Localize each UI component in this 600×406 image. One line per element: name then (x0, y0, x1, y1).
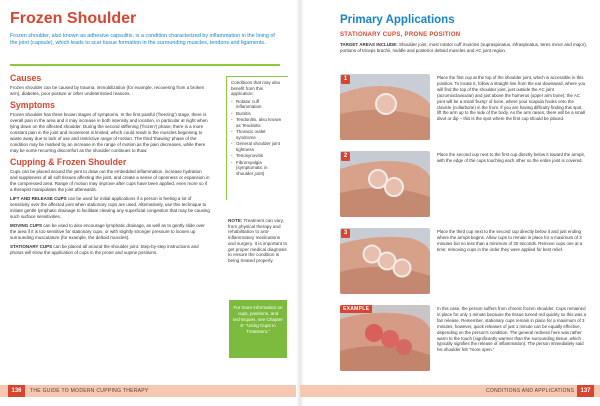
shoulder-redness-photo-icon (340, 305, 430, 371)
list-item: • Rotator cuff inflammation (231, 98, 262, 110)
sidebar-heading: Conditions that may also benefit from this application: (231, 80, 281, 97)
running-footer: THE GUIDE TO MODERN CUPPING THERAPY (30, 388, 149, 394)
step-text: Place the first cup at the top of the shoulder joint, which is accessible in this position. To locate it, follow a straight line from the ear downward, where you will find the top of the shoulder joint, just outside the AC joint (acromioclavicular) and just above the humerus (upper arm bone); the AC joint will be a small 'bump' of bone, where your scapula hooks onto the clavicle (collarbone) in the front. If you are having difficulty finding this spot, lift the arm up to the side of the body. As the arm raises, there will be a small divot or dip – this is the spot where the first cup should be placed. (437, 75, 586, 122)
stationary-cups-text: can be placed all around the shoulder joint. Step-by-step instructions and photos will show the application of cups in the prone and supine positions. (10, 244, 199, 255)
note-label: NOTE: (228, 218, 243, 223)
step-text: Place the third cup next to the second cup directly below it and just ending where the armpit begins. Allow cups to remain in place for a maximum of 3 minutes but no less than a minimum of 30 seconds. Remove cups one at a time; removing cups in the order they were applied for best relief. (437, 229, 583, 252)
step-photo (340, 228, 430, 294)
target-areas (340, 42, 590, 54)
list-item: • Bursitis (231, 110, 251, 116)
page-number: 137 (577, 385, 594, 397)
bullet-icon: • (231, 110, 233, 116)
section-subtitle: STATIONARY CUPS, PRONE POSITION (340, 32, 461, 38)
symptoms-text: Frozen shoulder has three known stages of symptoms. In the first painful ('freezing') stage, there is overall pain in the area and it may increase in both intensity and location, in particular at night when lying down on the affected shoulder. During the second stiffening ('frozen') phase, there is a more constant pain in the joint and movement is limited, which could result in the muscles beginning to waste away due to lack of use and restrictive range of motion. The third 'thawing' phase of the condition may be marked by an increase in the range of motion as the pain decreases, while there may be some recurring discomfort as the shoulder continues to thaw. (10, 112, 208, 153)
step-photo (340, 74, 430, 140)
lift-release-paragraph (10, 196, 210, 220)
conditions-sidebar (226, 76, 288, 200)
step-text: Place the second cup next to the first cup directly below it toward the armpit, with the edge of the cups touching each other so the entire joint is covered. (437, 152, 585, 163)
bullet-icon: • (231, 117, 233, 123)
cupping-text: Cups can be placed around the joint to draw out the embedded inflammation, increase hydration and suppleness of all soft tissues affecting the joint, and create a sense of openness or expansion in the compressed area. Range of motion may improve after cups have been applied, even more so if a therapist manipulates the joint afterwards. (10, 169, 210, 192)
target-areas-text: Shoulder joint, most rotator cuff muscles (supraspinatus, infraspinatus, teres minor and major), portions of triceps brachii, middle and posterior deltoid muscles and AC joint region. (340, 42, 588, 53)
list-item: • Tenosynovitis (231, 153, 264, 159)
lift-release-text: can be used for initial applications if a person is feeling a lot of sensitivity over the affected joint when stationary cups are used. Alternatively, use this technique to initiate gentle lymphatic drainage to facilitate clearing any superficial congestion that may be causing such surface sensitivities. (10, 196, 210, 219)
divider (10, 64, 280, 66)
stationary-cups-paragraph (10, 244, 210, 256)
list-item: • Thoracic outlet syndrome (231, 129, 266, 140)
step-photo (340, 151, 430, 217)
intro-paragraph: Frozen shoulder, also known as adhesive capsulitis, is a condition characterized by inflammation in the lining of the joint (capsule), which leads to scar tissue formation in the surrounding muscles, tendons and ligaments. (10, 33, 275, 46)
example-label: EXAMPLE (340, 305, 372, 313)
shoulder-photo-icon (340, 74, 430, 140)
moving-cups-text: can be used to also encourage lymphatic drainage, as well as to gently slide over the area if it is too sensitive for stationary cups, or with slightly stronger pressure to loosen up surrounding musculature (for example, the deltoid muscles). (10, 223, 205, 240)
bullet-icon: • (231, 153, 233, 159)
note-text: Treatment can vary, from physical therapy and rehabilitation to anti-inflammatory medications and surgery. It is important to get proper medical diagnosis to ensure the condition is being treated properly. (228, 218, 288, 263)
moving-cups-paragraph (10, 223, 210, 241)
lift-release-lead: LIFT AND RELEASE CUPS (10, 196, 67, 201)
stationary-cups-lead: STATIONARY CUPS (10, 244, 53, 249)
list-item: • General shoulder joint tightness (231, 141, 281, 152)
running-footer: CONDITIONS AND APPLICATIONS (486, 388, 575, 394)
note-box (228, 218, 288, 264)
section-title: Primary Applications (340, 14, 455, 26)
bullet-icon: • (231, 129, 233, 135)
more-info-box: For more information on cups, positions, and techniques, see Chapter 8: "Using Cups in Treatment." (229, 300, 287, 358)
list-item: • Tendonitis, also known as Tendinitis (231, 117, 282, 128)
causes-heading: Causes (10, 73, 42, 83)
main-column (10, 70, 210, 259)
shoulder-photo-icon (340, 228, 430, 294)
bullet-icon: • (231, 98, 233, 104)
shoulder-photo-icon (340, 151, 430, 217)
example-photo (340, 305, 430, 371)
step-number: 1 (341, 75, 350, 84)
moving-cups-lead: MOVING CUPS (10, 223, 43, 228)
step-number: 2 (341, 152, 350, 161)
causes-text: Frozen shoulder can be caused by trauma, immobilization (for example, recovering from a broken arm), diabetes, poor posture or other undetermined reasons. (10, 85, 205, 96)
page-title: Frozen Shoulder (10, 10, 137, 27)
bullet-icon: • (231, 159, 233, 165)
page-number: 136 (8, 385, 25, 397)
book-gutter (296, 0, 304, 406)
step-number: 3 (341, 229, 350, 238)
symptoms-heading: Symptoms (10, 100, 55, 110)
example-text: In this case, the person suffers from chronic frozen shoulder. Cups remained in place for only 1 minute because the tissue turned red quickly so this was a fair release. Remember, stationary cups remain in place for a maximum of 3 minutes; however, quick releases of just 1 minute can be equally effective, depending on the person's condition. The general redness here was rather warm to the touch (significantly warmer than the surrounding tissue, which typically signifies the release of inflammation). The person immediately said his shoulder felt "more open." (437, 306, 587, 353)
list-item: • Fibromyalgia (symptomatic in shoulder joint) (231, 159, 268, 176)
target-areas-lead: TARGET AREAS INCLUDE: (340, 42, 398, 47)
bullet-icon: • (231, 141, 233, 147)
conditions-list (231, 99, 285, 177)
cupping-heading: Cupping & Frozen Shoulder (10, 157, 127, 167)
